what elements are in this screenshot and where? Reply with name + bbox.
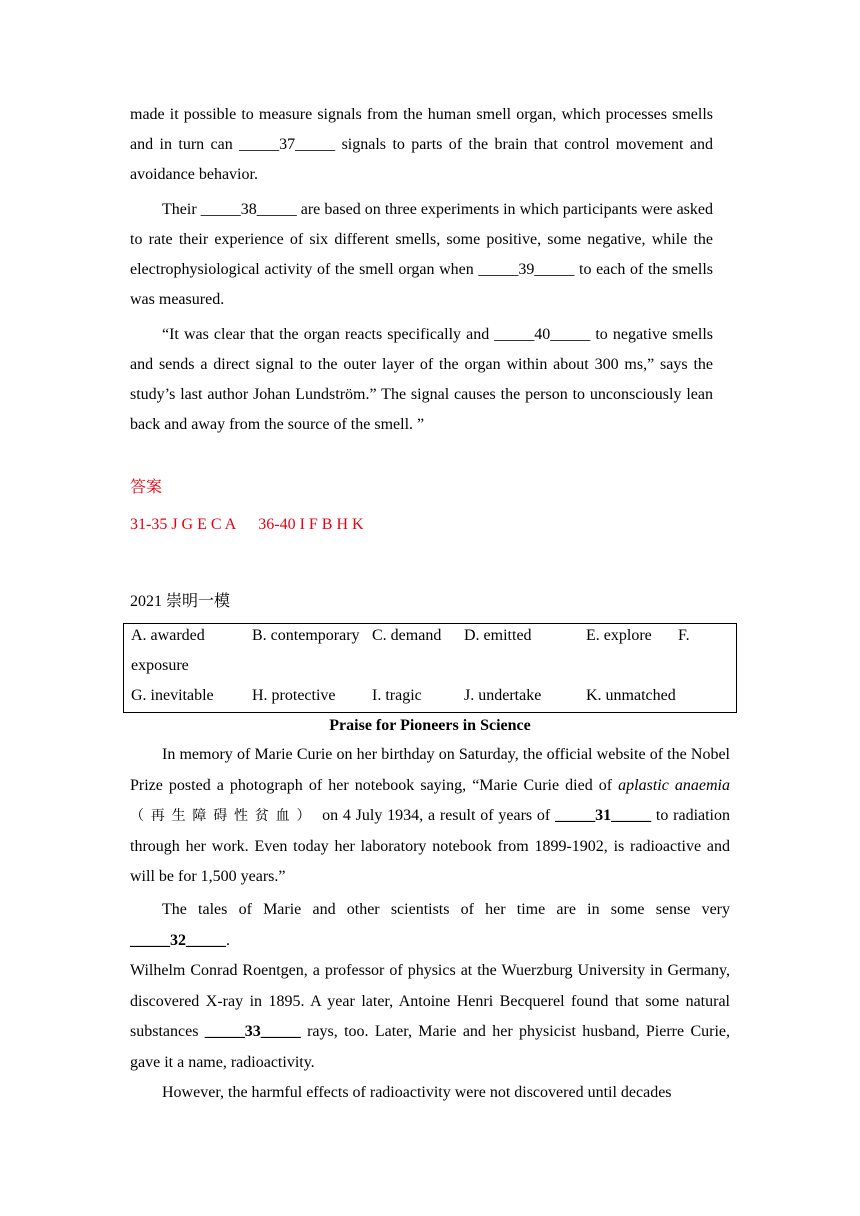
paragraph-text: . <box>226 931 230 949</box>
word-option: F. <box>678 627 690 644</box>
word-option: G. inevitable <box>131 687 214 704</box>
word-option: K. unmatched <box>586 687 676 704</box>
answer-group: 31-35 J G E C A <box>130 516 237 533</box>
paragraph <box>130 100 713 190</box>
section-heading: 2021 崇明一模 <box>130 593 231 610</box>
blank-39: _____39_____ <box>478 261 575 278</box>
paragraph-text: The tales of Marie and other scientists of her time are in some sense very <box>162 901 730 918</box>
paragraph-text: rays, too. Later, Marie and her physicist husband, Pierre Curie, gave it a name, radioactivity. <box>130 1023 730 1071</box>
paragraph-text: “It was clear that the organ reacts specifically and <box>162 326 495 343</box>
blank-33: _____33_____ <box>204 1023 301 1040</box>
blank-31: _____31_____ <box>555 807 652 824</box>
blank-40: _____40_____ <box>494 326 591 343</box>
paragraph <box>130 895 730 956</box>
blank-38: _____38_____ <box>200 201 297 218</box>
paragraph-text: Wilhelm Conrad Roentgen, a professor of physics at the Wuerzburg University in Germany, discovered X-ray in 1895. A year later, Antoine Henri Becquerel found that some natural substances <box>130 962 730 1040</box>
chinese-gloss: （再生障碍性贫血） <box>130 808 318 824</box>
word-option-continued: exposure <box>131 657 189 674</box>
word-option: D. emitted <box>464 627 532 644</box>
paragraph-text: to radiation through her work. Even today her laboratory notebook from 1899-1902, is radioactive and will be for 1,500 years.” <box>130 807 731 885</box>
paragraph-text: made it possible to measure signals from the human smell organ, which processes smells and in turn can <box>130 106 713 153</box>
paragraph <box>130 740 730 893</box>
word-option: A. awarded <box>131 627 205 644</box>
word-option: C. demand <box>372 627 442 644</box>
word-bank-box <box>123 623 737 713</box>
word-option: I. tragic <box>372 687 422 704</box>
paragraph-text: to each of the smells was measured. <box>130 261 713 308</box>
word-option: J. undertake <box>464 687 542 704</box>
paragraph-text: signals to parts of the brain that control movement and avoidance behavior. <box>130 136 713 183</box>
word-option: H. protective <box>252 687 336 704</box>
italic-term: aplastic anaemia <box>618 776 730 794</box>
paragraph <box>130 195 713 315</box>
passage-title: Praise for Pioneers in Science <box>329 717 531 734</box>
blank-32: _____32_____ <box>130 931 226 949</box>
answer-key <box>130 513 364 537</box>
paragraph-text: on 4 July 1934, a result of years of <box>317 807 556 824</box>
word-option: E. explore <box>586 627 652 644</box>
paragraph <box>130 320 713 440</box>
paragraph <box>130 956 730 1078</box>
paragraph-text: Their <box>162 201 201 218</box>
word-option: B. contemporary <box>252 627 360 644</box>
answer-label: 答案 <box>130 477 163 496</box>
answer-group: 36-40 I F B H K <box>258 516 364 533</box>
paragraph-text: to negative smells and sends a direct signal to the outer layer of the organ within about 300 ms,” says the study’s last author Johan Lundström.” The signal causes the person to unconsciously lean back and away from the source of the smell. ” <box>130 326 713 433</box>
paragraph-text: are based on three experiments in which participants were asked to rate their experience of six different smells, some positive, some negative, while the electrophysiological activity of the smell organ when <box>130 201 713 278</box>
paragraph-text: However, the harmful effects of radioactivity were not discovered until decades <box>162 1084 672 1101</box>
paragraph-text: In memory of Marie Curie on her birthday on Saturday, the official website of the Nobel Prize posted a photograph of her notebook saying, “Marie Curie died of <box>130 746 730 794</box>
paragraph <box>130 1078 730 1109</box>
blank-37: _____37_____ <box>239 136 336 153</box>
